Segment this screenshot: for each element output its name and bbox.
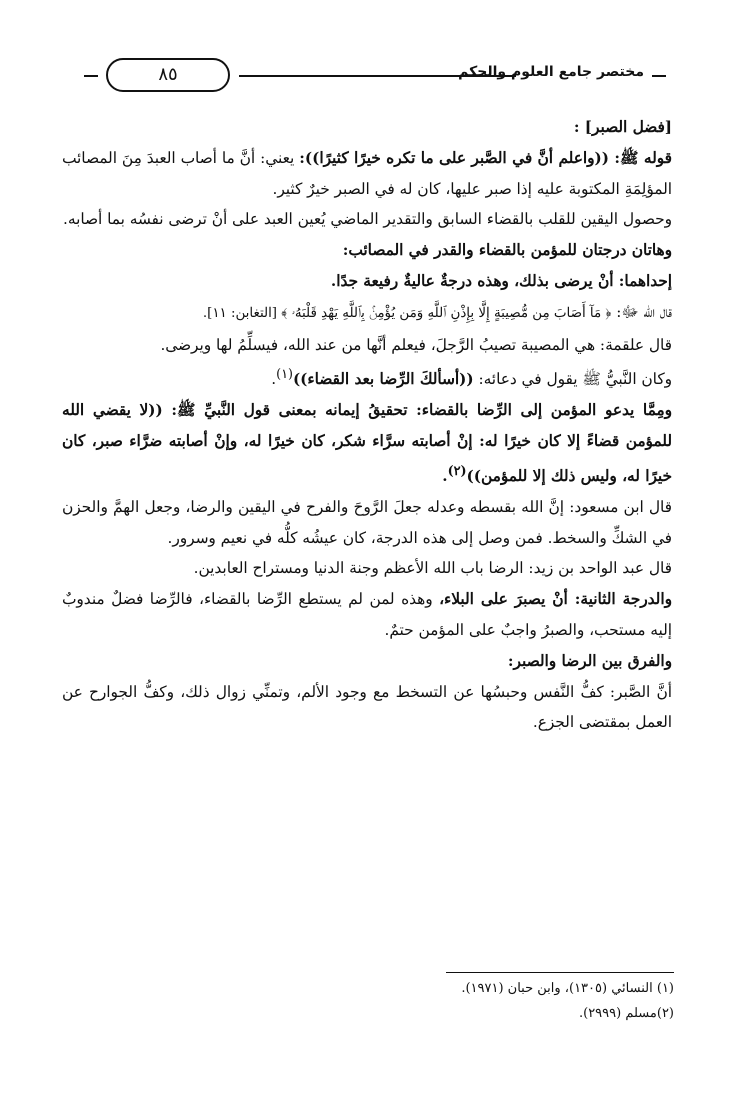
header-rule-left [84, 75, 98, 77]
hadith-quote: قوله ﷺ: ((واعلم أنَّ في الصَّبر على ما تكره خيرًا كثيرًا)): [299, 148, 672, 167]
subheading: وهاتان درجتان للمؤمن بالقضاء والقدر في المصائب: [342, 241, 672, 260]
paragraph: أنَّ الصَّبر: كفُّ النَّفس وحبسُها عن التسخط مع وجود الألم، وتمنِّي زوال ذلك، وكفُّ الجوارح عن العمل بمقتضى الجزع. [62, 682, 672, 732]
paragraph-end: . [442, 466, 448, 485]
page-header [84, 58, 666, 94]
footnote-marker: (١) [276, 367, 293, 383]
footnote: (٢)مسلم (٢٩٩٩). [578, 1006, 674, 1021]
subheading-inline: والدرجة الثانية: أنْ يصبرَ على البلاء، [439, 590, 672, 609]
paragraph [62, 360, 672, 395]
paragraph: وحصول اليقين للقلب بالقضاء السابق والتقدير الماضي يُعين العبد على أنْ ترضى نفسُه بما أصابه. [63, 210, 672, 229]
verse-intro: قال الله ﷻ: [611, 302, 672, 321]
running-title: مختصر جامع العلوم والحكم [458, 64, 644, 80]
header-rule-right [652, 75, 666, 77]
page-number: ٨٥ [106, 58, 230, 92]
paragraph-end: . [271, 370, 277, 389]
hadith-quote: ((أسألكَ الرِّضا بعد القضاء)) [292, 370, 474, 389]
footnotes [84, 976, 674, 1026]
paragraph [62, 395, 672, 491]
paragraph: قال علقمة: هي المصيبة تصيبُ الرَّجلَ، فيعلم أنَّها من عند الله، فيسلِّمُ لها ويرضى. [160, 335, 672, 354]
main-text [62, 112, 672, 738]
footnote: (١) النسائي (١٣٠٥)، وابن حبان (١٩٧١). [461, 981, 674, 996]
quran-verse: ﴿ مَآ أَصَابَ مِن مُّصِيبَةٍ إِلَّا بِإِذْنِ ٱللَّهِ وَمَن يُؤْمِنۢ بِٱللَّهِ يَهْدِ قَلْبَهُۥ ﴾ [281, 305, 612, 321]
section-title: [فضل الصبر] : [573, 118, 672, 136]
paragraph [62, 584, 672, 646]
verse-reference: [التغابن: ١١]. [202, 305, 282, 321]
paragraph-text: وهذه لمن لم يستطع الرِّضا بالقضاء، فالرِّضا فضلٌ مندوبٌ إليه مستحب، والصبرُ واجبٌ على المؤمن حتمٌ. [62, 590, 672, 639]
footnote-divider [446, 972, 674, 973]
paragraph-text: يعني: أنَّ ما أصاب العبدَ مِنَ المصائب المؤلِمَةِ المكتوبة عليه إذا صبر عليها، كان له في الصبر خيرٌ كثير. [62, 148, 672, 198]
paragraph-text: وكان النَّبيُّ ﷺ يقول في دعائه: [473, 370, 672, 389]
paragraph: قال ابن مسعود: إنَّ الله بقسطه وعدله جعلَ الرَّوحَ والفرح في اليقين والرضا، وجعل الهمَّ والحزن في الشكِّ والسخط. فمن وصل إلى هذه الدرجة، كان عيشُه كلُّه في نعيم وسرور. [62, 497, 672, 547]
subheading: إحداهما: أنْ يرضى بذلك، وهذه درجةٌ عاليةٌ رفيعة جدًا. [330, 271, 672, 290]
paragraph [62, 297, 672, 330]
paragraph: قال عبد الواحد بن زيد: الرضا باب الله الأعظم وجنة الدنيا ومستراح العابدين. [193, 559, 672, 578]
paragraph-text: ومِمَّا يدعو المؤمن إلى الرِّضا بالقضاء: تحقيقُ إيمانه بمعنى قول النَّبيِّ ﷺ: ((لا يقضي الله للمؤمن قضاءً إلا كان خيرًا له: إنْ أصابته سرَّاء شكر، كان خيرًا له، وإنْ أصابته ضرَّاء صبر، كان خيرًا له، وليس ذلك إلا للمؤمن)) [62, 401, 672, 485]
paragraph [62, 143, 672, 205]
footnote-marker: (٢) [447, 463, 467, 479]
subheading: والفرق بين الرضا والصبر: [507, 651, 672, 670]
